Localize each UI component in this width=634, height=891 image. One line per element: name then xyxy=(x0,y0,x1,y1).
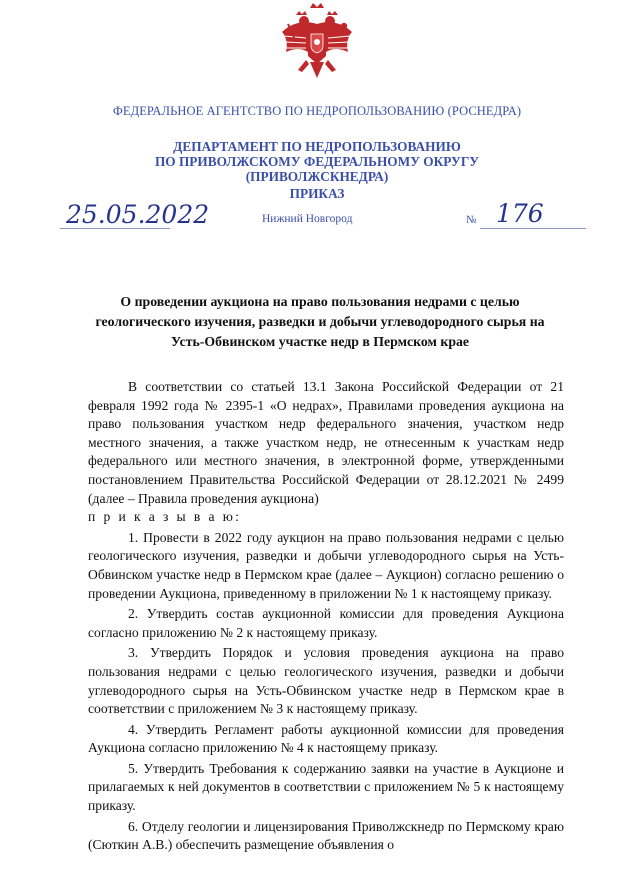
document-date: 25.05.2022 xyxy=(66,200,210,229)
document-number: 176 xyxy=(496,199,544,228)
department-name-line-2: ПО ПРИВОЛЖСКОМУ ФЕДЕРАЛЬНОМУ ОКРУГУ xyxy=(154,154,480,169)
department-name-line-1: ДЕПАРТАМЕНТ ПО НЕДРОПОЛЬЗОВАНИЮ xyxy=(173,139,461,154)
coat-of-arms-icon xyxy=(276,2,358,90)
order-item-6: 6. Отделу геологии и лицензирования Приволжскнедр по Пермскому краю (Сюткин А.В.) обеспечить размещение объявления о xyxy=(88,818,564,853)
date-underline xyxy=(60,228,170,229)
preamble-paragraph: В соответствии со статьей 13.1 Закона Российской Федерации от 21 февраля 1992 года № 2395-1 «О недрах», Правилами проведения аукциона на право пользования участком недр федерального значения, участком недр местного значения, а также участком недр, не отнесенным к участкам недр федерального или местного значения, в электронной форме, утвержденными постановлением Правительства Российской Федерации от 28.12.2021 № 2499 (далее – Правила проведения аукциона) xyxy=(88,379,564,506)
order-word: п р и к а з ы в а ю: xyxy=(88,509,242,525)
document-city: Нижний Новгород xyxy=(262,213,353,225)
number-label: № xyxy=(466,214,477,226)
order-item-5: 5. Утвердить Требования к содержанию заявки на участие в Аукционе и прилагаемых к ней документов в соответствии с приложением № 5 к настоящему приказу. xyxy=(88,760,564,814)
order-item-2: 2. Утвердить состав аукционной комиссии для проведения Аукциона согласно приложению № 2 к настоящему приказу. xyxy=(88,606,564,640)
number-underline xyxy=(480,228,586,229)
order-item-3: 3. Утвердить Порядок и условия проведения аукциона на право пользования недрами с целью геологического изучения, разведки и добычи углеводородного сырья на Усть-Обвинском участке недр в Пермском крае в соответствии с приложением № 3 к настоящему приказу. xyxy=(88,645,564,717)
document-type-heading: ПРИКАЗ xyxy=(289,186,345,201)
department-name-line-3: (ПРИВОЛЖСКНЕДРА) xyxy=(245,169,389,184)
document-title: О проведении аукциона на право пользования недрами с целью геологического изучения, разведки и добычи углеводородного сырья на Усть-Обвинском участке недр в Пермском крае xyxy=(95,294,545,349)
order-item-1: 1. Провести в 2022 году аукцион на право пользования недрами с целью геологического изучения, разведки и добычи углеводородного сырья на Усть-Обвинском участке недр в Пермском крае (далее – Аукцион) согласно решению о проведении Аукциона, приведенному в приложении № 1 к настоящему приказу. xyxy=(88,529,564,601)
document-body xyxy=(88,378,564,855)
agency-name: ФЕДЕРАЛЬНОЕ АГЕНТСТВО ПО НЕДРОПОЛЬЗОВАНИЮ (РОСНЕДРА) xyxy=(112,104,522,118)
order-item-4: 4. Утвердить Регламент работы аукционной комиссии для проведения Аукциона согласно приложению № 4 к настоящему приказу. xyxy=(88,721,564,756)
